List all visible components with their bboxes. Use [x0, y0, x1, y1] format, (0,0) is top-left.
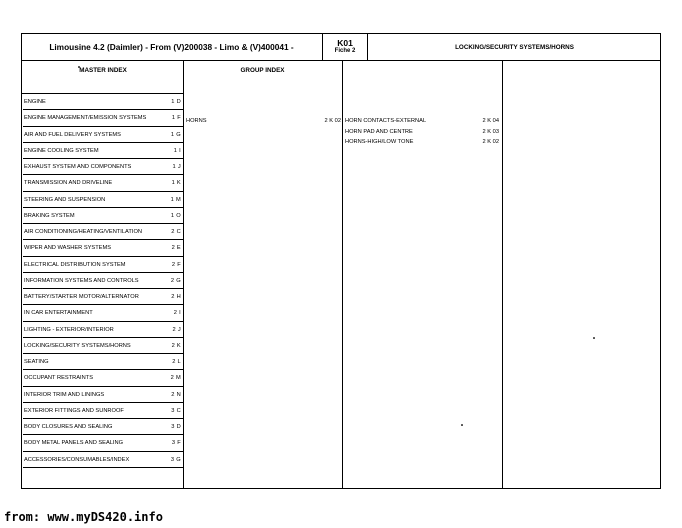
group-index-item[interactable] [186, 118, 341, 126]
sub-index-code: 2 K 04 [482, 118, 499, 124]
master-index-code: 3 C [171, 407, 181, 414]
master-index-row[interactable] [23, 419, 183, 435]
master-index-code: 1 M [170, 196, 181, 203]
section-code: K01 [337, 38, 353, 48]
master-index-label: BODY CLOSURES AND SEALING [24, 424, 113, 430]
master-index-label: INTERIOR TRIM AND LININGS [24, 391, 105, 398]
group-index-label: HORNS [186, 118, 207, 124]
master-index-code: 1 D [171, 99, 181, 105]
master-index-row[interactable] [23, 289, 183, 305]
master-index-list [23, 94, 183, 468]
master-index-code: 3 D [171, 424, 181, 430]
sub-index-label: HORN PAD AND CENTRE [345, 128, 413, 135]
master-index-code: 1 K [171, 180, 181, 187]
column-divider-master [183, 60, 184, 489]
master-index-label: STEERING AND SUSPENSION [24, 196, 106, 203]
master-index-code: 1 G [170, 131, 181, 138]
master-index-label: BRAKING SYSTEM [24, 212, 75, 219]
master-index-code: 2 I [173, 310, 181, 317]
sub-index-code: 2 K 03 [482, 128, 499, 135]
master-index-row[interactable] [23, 208, 183, 224]
master-index-label: EXHAUST SYSTEM AND COMPONENTS [24, 164, 132, 170]
master-index-row[interactable] [23, 224, 183, 240]
master-index-row[interactable] [23, 370, 183, 386]
master-index-label: OCCUPANT RESTRAINTS [24, 375, 93, 382]
master-index-code: 2 L [172, 359, 181, 365]
master-index-row[interactable] [23, 435, 183, 451]
master-index-label: WIPER AND WASHER SYSTEMS [24, 245, 112, 252]
master-index-label: TRANSMISSION AND DRIVELINE [24, 180, 113, 187]
master-index-label: LIGHTING - EXTERIOR/INTERIOR [24, 326, 114, 333]
master-index-code: 2 H [171, 294, 181, 300]
master-index-row[interactable] [23, 94, 183, 110]
master-index-code: 3 F [171, 440, 181, 447]
master-index-row[interactable] [23, 257, 183, 273]
master-index-row[interactable] [23, 273, 183, 289]
master-index-row[interactable] [23, 305, 183, 321]
master-index-label: INFORMATION SYSTEMS AND CONTROLS [24, 277, 139, 284]
master-index-label: SEATING [24, 359, 49, 365]
master-index-row[interactable] [23, 127, 183, 143]
master-index-label: EXTERIOR FITTINGS AND SUNROOF [24, 407, 124, 414]
page-title: Limousine 4.2 (Daimler) - From (V)200038 - Limo & (V)400041 - [49, 42, 294, 52]
master-index-code: 1 I [173, 147, 181, 154]
group-index-heading: GROUP INDEX [240, 67, 285, 74]
fiche-code-box [322, 33, 368, 61]
master-index-row[interactable] [23, 338, 183, 354]
master-index-row[interactable] [23, 192, 183, 208]
master-index-row[interactable] [23, 175, 183, 191]
master-index-code: 2 C [171, 229, 181, 235]
master-index-row[interactable] [23, 403, 183, 419]
column-divider-group [342, 60, 343, 489]
master-index-row[interactable] [23, 240, 183, 256]
master-index-label: IN CAR ENTERTAINMENT [24, 310, 93, 317]
master-index-row[interactable] [23, 322, 183, 338]
master-index-code: 2 N [171, 391, 181, 398]
header-divider [21, 60, 661, 61]
master-index-label: ELECTRICAL DISTRIBUTION SYSTEM [24, 261, 126, 268]
master-index-label: ENGINE COOLING SYSTEM [24, 147, 99, 154]
fiche-label: Fiche 2 [334, 48, 356, 54]
scan-speck [78, 66, 80, 68]
master-index-row[interactable] [23, 143, 183, 159]
master-index-label: ENGINE [24, 99, 46, 105]
sub-index-label: HORNS-HIGH/LOW TONE [345, 139, 414, 145]
master-index-code: 1 O [170, 212, 181, 219]
section-title: LOCKING/SECURITY SYSTEMS/HORNS [455, 43, 574, 51]
master-index-label: ENGINE MANAGEMENT/EMISSION SYSTEMS [24, 115, 147, 122]
sub-index-code: 2 K 02 [482, 139, 499, 145]
master-index-code: 3 G [170, 456, 181, 463]
master-index-label: LOCKING/SECURITY SYSTEMS/HORNS [24, 342, 131, 349]
master-index-code: 2 F [171, 261, 181, 268]
scan-speck [593, 337, 595, 339]
master-index-row[interactable] [23, 452, 183, 468]
master-index-label: ACCESSORIES/CONSUMABLES/INDEX [24, 456, 130, 463]
group-index-code: 2 K 02 [324, 118, 341, 124]
master-index-code: 2 M [170, 375, 181, 382]
source-watermark: from: www.myDS420.info [4, 510, 163, 524]
master-index-code: 2 K [171, 342, 181, 349]
master-index-code: 1 F [171, 115, 181, 122]
master-index-row[interactable] [23, 387, 183, 403]
sub-index-item[interactable] [345, 129, 500, 137]
sub-index-item[interactable] [345, 139, 500, 147]
master-index-label: AIR CONDITIONING/HEATING/VENTILATION [24, 229, 142, 235]
sub-index-item[interactable] [345, 118, 500, 126]
sub-index-label: HORN CONTACTS-EXTERNAL [345, 118, 427, 124]
master-index-row[interactable] [23, 159, 183, 175]
master-index-label: AIR AND FUEL DELIVERY SYSTEMS [24, 131, 121, 138]
master-index-code: 2 E [171, 245, 181, 252]
master-index-row[interactable] [23, 110, 183, 126]
master-index-code: 2 J [172, 326, 181, 333]
scan-speck [461, 424, 463, 426]
master-index-code: 2 G [170, 277, 181, 284]
master-index-label: BATTERY/STARTER MOTOR/ALTERNATOR [24, 294, 139, 300]
master-index-label: BODY METAL PANELS AND SEALING [24, 440, 124, 447]
master-index-heading: MASTER INDEX [79, 67, 127, 74]
master-index-row[interactable] [23, 354, 183, 370]
column-divider-sub [502, 60, 503, 489]
master-index-code: 1 J [172, 164, 181, 170]
